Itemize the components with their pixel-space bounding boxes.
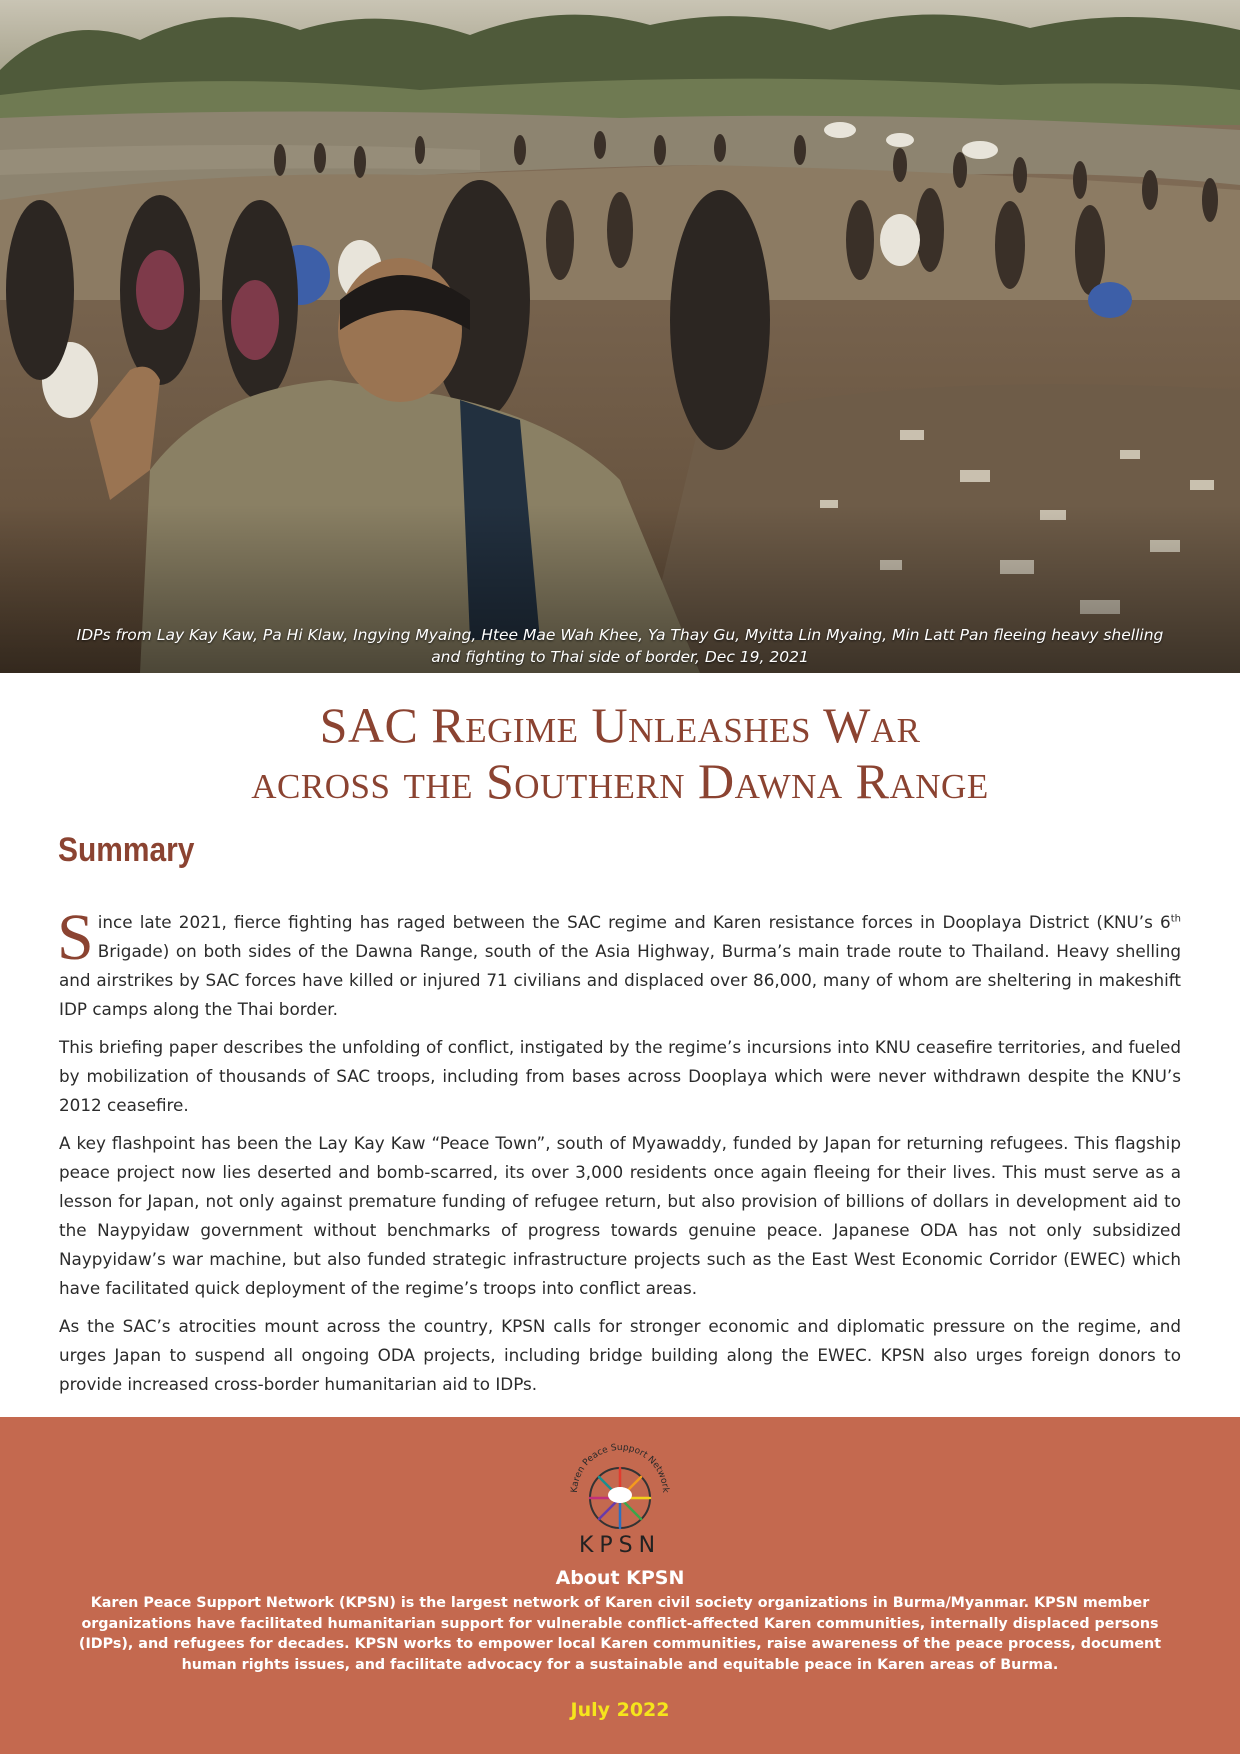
about-footer (0, 1417, 1240, 1754)
document-title-line-1: SAC Regime Unleashes War (319, 697, 921, 753)
summary-paragraph-1 (57, 901, 1181, 1024)
about-title: About KPSN (555, 1567, 685, 1589)
logo-ring-textpath: Karen Peace Support Network (569, 1442, 671, 1494)
summary-paragraph-1-part-b: Brigade) on both sides of the Dawna Range, south of the Asia Highway, Burma’s main trade route to Thailand. Heavy shelling and airstrikes by SAC forces have killed or injured 71 civilians and displaced over 86,000, many of whom are sheltering in makeshift IDP camps along the Thai border. (59, 941, 1181, 1019)
summary-heading: Summary (58, 831, 195, 869)
document-title-line-2: across the Southern Dawna Range (251, 753, 989, 809)
about-body: Karen Peace Support Network (KPSN) is the largest network of Karen civil society organizations in Burma/Myanmar. KPSN member organizations have facilitated humanitarian support for vulnerable conflict-affected Karen communities, internally displaced persons (IDPs), and refugees for decades. KPSN works to empower local Karen communities, raise awareness of the peace process, document human rights issues, and facilitate advocacy for a sustainable and equitable peace in Karen areas of Burma. (78, 1595, 1162, 1673)
photo-caption (60, 624, 1180, 668)
photo-caption-line-2: and fighting to Thai side of border, Dec 19, 2021 (431, 648, 809, 666)
kpsn-logo-icon (557, 1431, 683, 1541)
summary-paragraph-3: A key flashpoint has been the Lay Kay Kaw “Peace Town”, south of Myawaddy, funded by Japan for returning refugees. This flagship peace project now lies deserted and bomb-scarred, its over 3,000 residents once again fleeing for their lives. This must serve as a lesson for Japan, not only against premature funding of refugee return, but also provision of billions of dollars in development aid to the Naypyidaw government without benchmarks of progress towards genuine peace. Japanese ODA has not only subsidized Naypyidaw’s war machine, but also funded strategic infrastructure projects such as the East West Economic Corridor (EWEC) which have facilitated quick deployment of the regime’s troops into conflict areas. (59, 1133, 1181, 1298)
logo-wordmark: KPSN (578, 1533, 662, 1558)
document-title (0, 697, 1240, 809)
publication-date: July 2022 (570, 1699, 670, 1721)
superscript-th: th (1170, 913, 1181, 925)
hero-photo (0, 0, 1240, 673)
summary-paragraph-1-part-a: ince late 2021, fierce fighting has raged between the SAC regime and Karen resistance forces in Dooplaya District (KNU’s 6 (97, 912, 1171, 932)
photo-caption-line-1: IDPs from Lay Kay Kaw, Pa Hi Klaw, Ingying Myaing, Htee Mae Wah Khee, Ya Thay Gu, Myitta Lin Myaing, Min Latt Pan fleeing heavy shelling (76, 626, 1164, 644)
refugees-crossing-river-image (0, 0, 1240, 673)
summary-paragraph-4: As the SAC’s atrocities mount across the country, KPSN calls for stronger economic and diplomatic pressure on the regime, and urges Japan to suspend all ongoing ODA projects, including bridge building along the EWEC. KPSN also urges foreign donors to provide increased cross-border humanitarian aid to IDPs. (59, 1316, 1181, 1394)
summary-body (57, 901, 1181, 1408)
summary-paragraph-2: This briefing paper describes the unfolding of conflict, instigated by the regime’s incursions into KNU ceasefire territories, and fueled by mobilization of thousands of SAC troops, including from bases across Dooplaya which were never withdrawn despite the KNU’s 2012 ceasefire. (59, 1037, 1181, 1115)
drop-cap: S (57, 901, 94, 974)
